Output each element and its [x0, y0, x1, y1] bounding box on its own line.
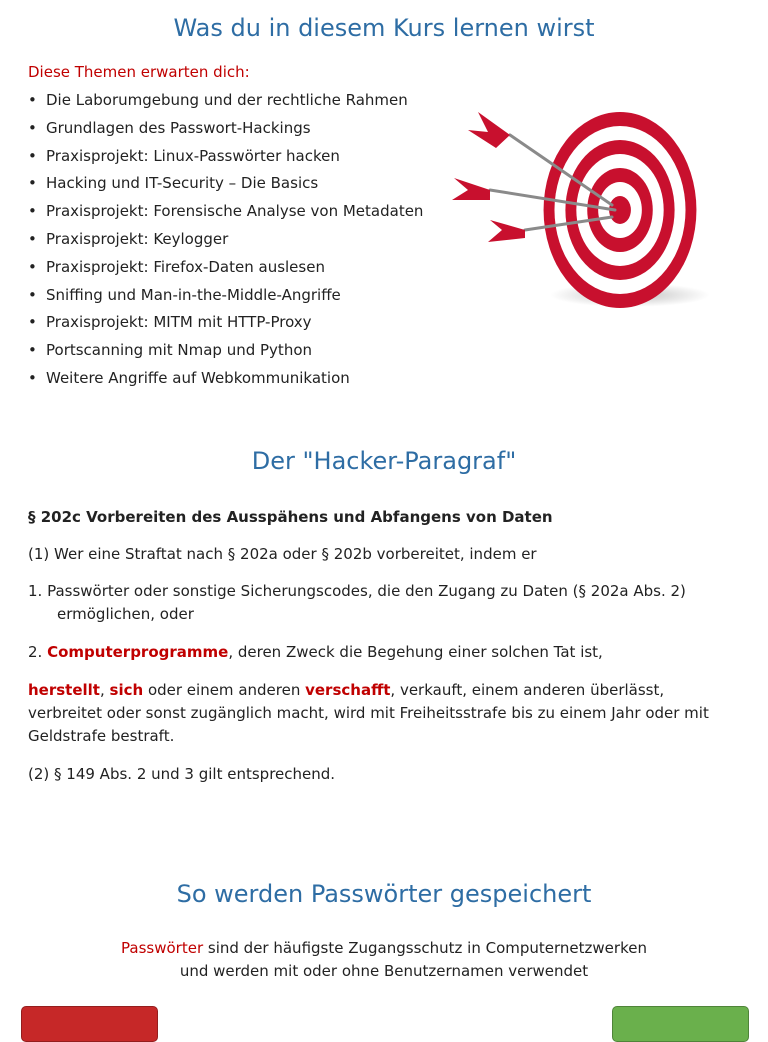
previous-button[interactable] — [21, 1006, 158, 1042]
section-title-course: Was du in diesem Kurs lernen wirst — [173, 14, 595, 42]
list-item — [28, 254, 448, 282]
list-item — [28, 226, 448, 254]
topic-label: Die Laborumgebung und der rechtliche Rahmen — [46, 91, 408, 109]
list-item — [28, 198, 448, 226]
law-rest: , verkauft, einem anderen überlässt, verbreitet oder sonst zugänglich macht, wird mit Freiheitsstrafe bis zu einem Jahr oder mit Geldstrafe bestraft. — [28, 681, 709, 745]
topic-label: Praxisprojekt: Firefox-Daten auslesen — [46, 257, 325, 276]
list-item — [28, 143, 448, 171]
topic-label: Hacking und IT-Security – Die Basics — [46, 174, 319, 193]
law-item-2 — [28, 641, 740, 664]
section-title-law: Der "Hacker-Paragraf" — [251, 447, 517, 475]
topic-label: Sniffing und Man-in-the-Middle-Angriffe — [46, 285, 341, 304]
topic-label: Praxisprojekt: Linux-Passwörter hacken — [46, 146, 340, 165]
topics-list — [28, 87, 448, 393]
law-item-2-prefix: 2. — [28, 643, 48, 661]
highlight-herstellt: herstellt — [28, 681, 100, 699]
section-title-passwords: So werden Passwörter gespeichert — [176, 880, 592, 908]
law-paragraph-1: (1) Wer eine Straftat nach § 202a oder § 202b vorbereitet, indem er — [28, 545, 537, 563]
bullet-icon: • — [28, 91, 37, 109]
next-button[interactable] — [612, 1006, 749, 1042]
list-item — [28, 282, 448, 310]
password-highlight: Passwörter — [121, 939, 204, 957]
bullet-icon: • — [28, 146, 37, 165]
law-item-1-line-a: 1. Passwörter oder sonstige Sicherungscodes, die den Zugang zu Daten (§ 202a Abs. 2) — [28, 582, 686, 600]
law-item-1-line-b: ermöglichen, oder — [57, 605, 194, 623]
law-heading: § 202c Vorbereiten des Ausspähens und Abfangens von Daten — [28, 508, 553, 526]
target-icon — [440, 90, 735, 330]
bullet-icon: • — [28, 313, 37, 332]
bullet-icon: • — [28, 229, 37, 248]
bullet-icon: • — [28, 118, 37, 137]
topics-intro: Diese Themen erwarten dich: — [28, 63, 250, 81]
list-item — [28, 309, 448, 337]
bullet-icon: • — [28, 257, 37, 276]
highlight-sich: sich — [109, 681, 144, 699]
password-info — [0, 937, 768, 983]
law-paragraph-4: (2) § 149 Abs. 2 und 3 gilt entsprechend. — [28, 765, 336, 783]
law-item-2-highlight: Computerprogramme — [47, 643, 229, 661]
bullet-icon: • — [28, 341, 37, 360]
bullet-icon: • — [28, 174, 37, 193]
list-item — [28, 170, 448, 198]
law-sep: , — [99, 681, 110, 699]
law-item-1 — [28, 580, 740, 626]
list-item — [28, 365, 448, 393]
bullet-icon: • — [28, 368, 37, 387]
list-item — [28, 115, 448, 143]
law-item-2-rest: , deren Zweck die Begehung einer solchen Tat ist, — [228, 643, 603, 661]
topic-label: Praxisprojekt: Forensische Analyse von Metadaten — [46, 202, 424, 221]
bullet-icon: • — [28, 202, 37, 221]
topic-label: Weitere Angriffe auf Webkommunikation — [46, 368, 350, 387]
topic-label: Praxisprojekt: Keylogger — [46, 229, 229, 248]
topic-label: Grundlagen des Passwort-Hackings — [46, 118, 311, 137]
law-paragraph-3 — [28, 679, 740, 748]
topic-label: Praxisprojekt: MITM mit HTTP-Proxy — [46, 313, 312, 332]
list-item — [28, 87, 448, 115]
password-line1-rest: sind der häufigste Zugangsschutz in Computernetzwerken — [203, 939, 647, 957]
highlight-verschafft: verschafft — [305, 681, 391, 699]
law-mid: oder einem anderen — [143, 681, 306, 699]
list-item — [28, 337, 448, 365]
topic-label: Portscanning mit Nmap und Python — [46, 341, 313, 360]
password-line2: und werden mit oder ohne Benutzernamen verwendet — [179, 962, 589, 980]
bullet-icon: • — [28, 285, 37, 304]
